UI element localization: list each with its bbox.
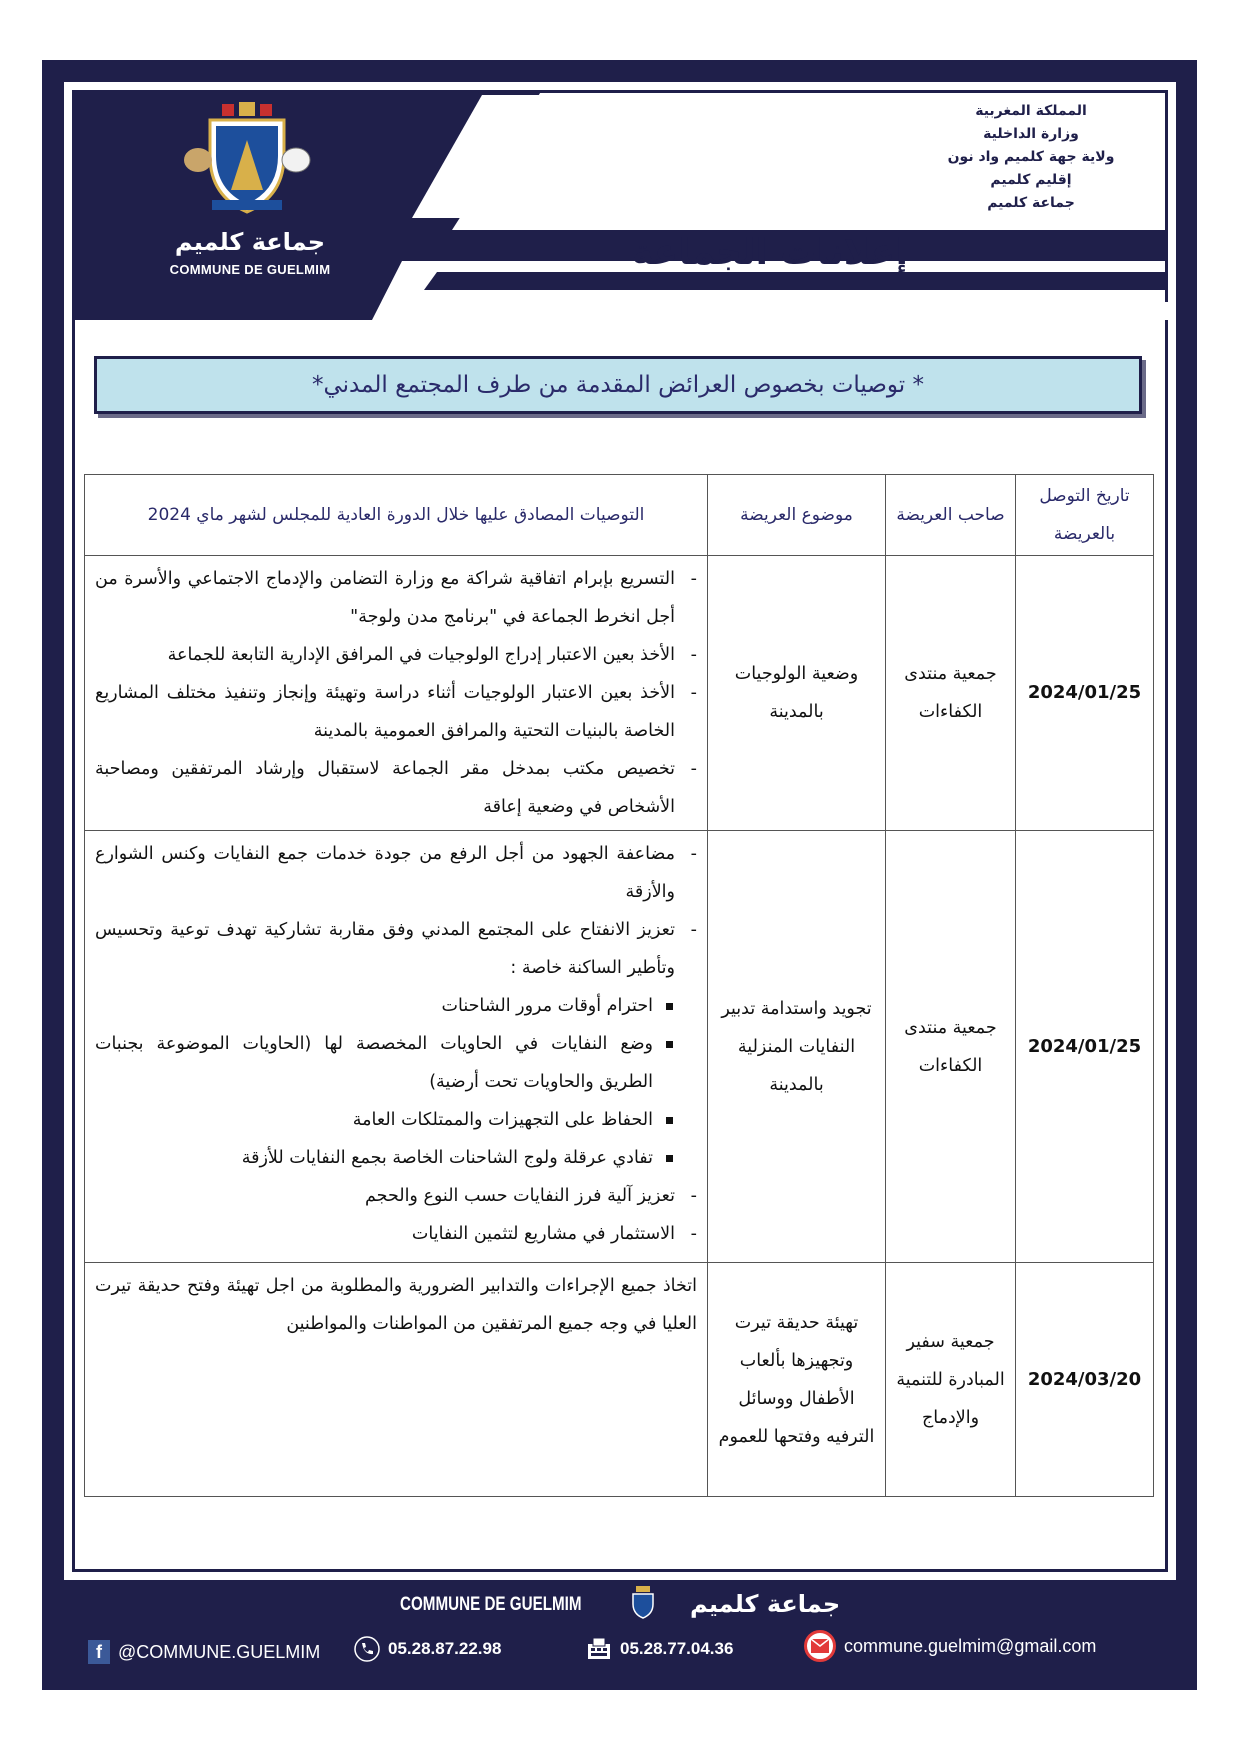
footer-fax[interactable] [586,1636,733,1662]
row-subject: تهيئة حديقة تيرت وتجهيزها بألعاب الأطفال ووسائل الترفيه وفتحها للعموم [708,1263,886,1497]
fax-icon [586,1636,612,1662]
footer-commune-arabic: جماعة كلميم [690,1590,841,1618]
facebook-handle: @COMMUNE.GUELMIM [118,1641,321,1662]
header-subject: موضوع العريضة [708,475,886,556]
reco-item: - الأخذ بعين الاعتبار إدراج الولوجيات في المرافق الإدارية التابعة للجماعة [95,636,697,674]
row-date: 2024/01/25 [1016,556,1154,831]
ministry-line: المملكة المغربية [975,103,1087,119]
ministry-line: جماعة كلميم [987,195,1075,211]
phone-number: 05.28.87.22.98 [388,1639,502,1658]
footer-email[interactable] [804,1630,1096,1662]
row-recommendations [85,831,708,1263]
fax-number: 05.28.77.04.36 [620,1639,734,1658]
reco-item: - مضاعفة الجهود من أجل الرفع من جودة خدمات جمع النفايات وكنس الشوارع والأزقة [95,835,697,911]
footer-commune-french: COMMUNE DE GUELMIM [400,1594,582,1615]
reco-item: - تعزيز الانفتاح على المجتمع المدني وفق مقاربة تشاركية تهدف توعية وتحسيس وتأطير الساكنة خاصة : [95,911,697,987]
email-address: commune.guelmim@gmail.com [844,1635,1097,1656]
reco-subitem: تفادي عرقلة ولوج الشاحنات الخاصة بجمع النفايات للأزقة [95,1139,697,1177]
footer-phone[interactable] [354,1636,501,1662]
row-date: 2024/03/20 [1016,1263,1154,1497]
header-recommendations: التوصيات المصادق عليها خلال الدورة العادية للمجلس لشهر ماي 2024 [85,475,708,556]
reco-item: - التسريع بإبرام اتفاقية شراكة مع وزارة التضامن والإدماج الاجتماعي والأسرة من أجل انخرط الجماعة في "برنامج مدن ولوجة" [95,560,697,636]
reco-item: - تعزيز آلية فرز النفايات حسب النوع والحجم [95,1177,697,1215]
commune-name-french: COMMUNE DE GUELMIM [169,262,331,277]
row-recommendations [85,556,708,831]
row-subject: وضعية الولوجيات بالمدينة [708,556,886,831]
banner-title: إعلانات الجماعة [632,232,908,273]
header-owner: صاحب العريضة [886,475,1016,556]
row-owner: جمعية منتدى الكفاءات [886,831,1016,1263]
reco-subitem: احترام أوقات مرور الشاحنات [95,987,697,1025]
table-row [85,556,1154,831]
page-title: * توصيات بخصوص العرائض المقدمة من طرف المجتمع المدني* [311,372,924,398]
ministry-block [911,100,1151,215]
reco-subitem: الحفاظ على التجهيزات والممتلكات العامة [95,1101,697,1139]
table-header-row [85,475,1154,556]
header-date: تاريخ التوصل بالعريضة [1016,475,1154,556]
ministry-line: إقليم كلميم [990,172,1072,188]
ministry-line: ولاية جهة كلميم واد نون [947,149,1115,165]
petitions-table [84,474,1153,1494]
row-owner: جمعية منتدى الكفاءات [886,556,1016,831]
phone-icon [354,1636,380,1662]
reco-text: اتخاذ جميع الإجراءات والتدابير الضرورية والمطلوبة من اجل تهيئة وفتح حديقة تيرت العليا في وجه جميع المرتفقين من المواطنات والمواطنين [95,1276,697,1334]
ministry-line: وزارة الداخلية [983,126,1079,142]
title-box [94,356,1142,414]
row-subject: تجويد واستدامة تدبير النفايات المنزلية بالمدينة [708,831,886,1263]
reco-subitem: وضع النفايات في الحاويات المخصصة لها (الحاويات الموضوعة بجنبات الطريق والحاويات تحت أرضية) [95,1025,697,1101]
mail-icon [804,1630,836,1662]
footer-emblem-icon [628,1584,658,1620]
row-date: 2024/01/25 [1016,831,1154,1263]
row-recommendations [85,1263,708,1497]
guelmim-emblem-icon [182,100,312,220]
row-owner: جمعية سفير المبادرة للتنمية والإدماج [886,1263,1016,1497]
commune-name-arabic: جماعة كلميم [174,228,326,256]
reco-item: - الاستثمار في مشاريع لتثمين النفايات [95,1215,697,1253]
reco-item: - تخصيص مكتب بمدخل مقر الجماعة لاستقبال وإرشاد المرتفقين ومصاحبة الأشخاص في وضعية إعاقة [95,750,697,826]
reco-item: - الأخذ بعين الاعتبار الولوجيات أثناء دراسة وتهيئة وإنجاز وتنفيذ مختلف المشاريع الخاصة بالبنيات التحتية والمرافق العمومية بالمدينة [95,674,697,750]
table-row [85,1263,1154,1497]
footer-facebook[interactable] [88,1640,320,1664]
facebook-icon: f [88,1640,110,1664]
table-row [85,831,1154,1263]
